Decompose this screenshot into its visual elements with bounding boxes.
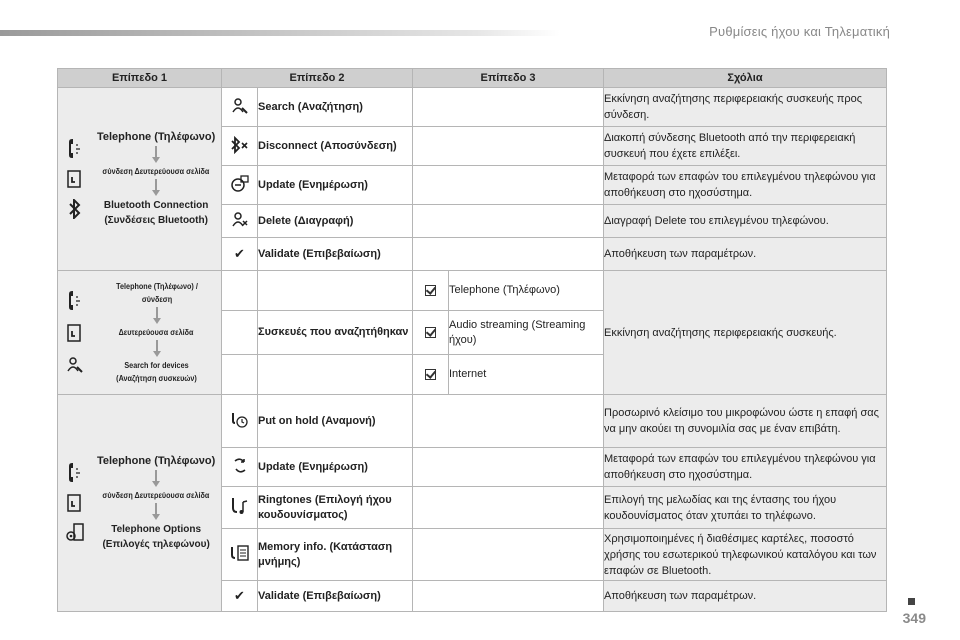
flow-arrow [153,340,161,358]
delete-icon [222,205,258,238]
comment: Διακοπή σύνδεσης Bluetooth από την περιφερειακή συσκευή που έχετε επιλέξει. [604,127,887,166]
comment: Μεταφορά των επαφών του επιλεγμένου τηλεφώνου για αποθήκευση στο ηχοσύστημα. [604,166,887,205]
section3-title: Telephone (Τηλέφωνο) [96,455,216,467]
comment: Μεταφορά των επαφών του επιλεγμένου τηλεφώνου για αποθήκευση στο ηχοσύστημα. [604,448,887,487]
level2-label: Ringtones (Επιλογή ήχου κουδουνίσματος) [258,487,413,529]
empty-icon-cell [222,355,258,395]
level3-empty [413,395,604,448]
bluetooth-icon [68,199,82,219]
section2-mid: Δευτερεύουσα σελίδα [119,327,194,337]
level3-label: Internet [449,355,604,395]
page-marker [908,598,915,605]
comment: Εκκίνηση αναζήτησης περιφερειακής συσκευής προς σύνδεση. [604,88,887,127]
phone-settings-icon [65,523,85,543]
person-search-icon [66,356,84,374]
ringtone-icon [222,487,258,529]
level3-empty [413,581,604,612]
section2-bottom: Search for devices (Αναζήτηση συσκευών) [116,360,197,383]
section3-mid: σύνδεση Δευτερεύουσα σελίδα [102,490,210,500]
level3-label: Telephone (Τηλέφωνο) [449,271,604,311]
col-level1: Επίπεδο 1 [58,69,222,88]
flow-arrow [152,179,160,197]
level2-label: Disconnect (Αποσύνδεση) [258,127,413,166]
check-icon: ✔ [222,581,258,612]
flow-arrow [152,503,160,521]
level3-empty [413,238,604,271]
section1-bottom: Bluetooth Connection (Συνδέσεις Bluetooth) [103,200,209,226]
col-comments: Σχόλια [604,69,887,88]
update-icon [222,166,258,205]
level2-empty [258,355,413,395]
person-search-icon [222,88,258,127]
phone-screen-icon [66,170,84,188]
check-icon: ✔ [222,238,258,271]
level3-empty [413,166,604,205]
comment: Διαγραφή Delete του επιλεγμένου τηλεφώνου. [604,205,887,238]
level2-label: Search (Αναζήτηση) [258,88,413,127]
flow-arrow [152,146,160,164]
level2-label: Delete (Διαγραφή) [258,205,413,238]
comment: Προσωρινό κλείσιμο του μικροφώνου ώστε η επαφή σας να μην ακούει τη συνομιλία σας με έναν επιβάτη. [604,395,887,448]
phone-icon [66,291,84,311]
phone-screen-icon [66,324,84,342]
level2-label: Validate (Επιβεβαίωση) [258,581,413,612]
level2-label: Put on hold (Αναμονή) [258,395,413,448]
table-row [58,88,887,127]
table-header-row [58,69,887,88]
phone-screen-icon [66,494,84,512]
flow-arrow [152,470,160,488]
level3-empty [413,448,604,487]
empty-icon-cell [222,311,258,355]
section1-mid: σύνδεση Δευτερεύουσα σελίδα [102,166,210,176]
level2-label: Συσκευές που αναζητήθηκαν [258,311,413,355]
page-header-title: Ρυθμίσεις ήχου και Τηλεματική [709,24,890,39]
refresh-icon [222,448,258,487]
comment: Αποθήκευση των παραμέτρων. [604,581,887,612]
checkbox-icon [413,355,449,395]
comment: Επιλογή της μελωδίας και της έντασης του ήχου κουδουνίσματος όταν χτυπάει το τηλέφωνο. [604,487,887,529]
page-number: 349 [902,610,926,626]
section1-level1 [58,88,222,271]
level3-empty [413,529,604,581]
section1-title: Telephone (Τηλέφωνο) [96,131,216,143]
col-level3: Επίπεδο 3 [413,69,604,88]
level3-empty [413,487,604,529]
checkbox-icon [413,311,449,355]
comment: Χρησιμοποιημένες ή διαθέσιμες καρτέλες, ποσοστό χρήσης του εσωτερικού τηλεφωνικού καταλόγου και των επαφών σε Bluetooth. [604,529,887,581]
level2-label: Memory info. (Κατάσταση μνήμης) [258,529,413,581]
comment: Εκκίνηση αναζήτησης περιφερειακής συσκευής. [604,271,887,395]
phone-icon [66,139,84,159]
flow-arrow [153,307,161,325]
level3-empty [413,127,604,166]
checkbox-icon [413,271,449,311]
level3-label: Audio streaming (Streaming ήχου) [449,311,604,355]
empty-icon-cell [222,271,258,311]
table-row [58,395,887,448]
comment: Αποθήκευση των παραμέτρων. [604,238,887,271]
level2-label: Update (Ενημέρωση) [258,448,413,487]
hold-icon [222,395,258,448]
level2-empty [258,271,413,311]
phone-icon [66,463,84,483]
menu-table [57,68,887,612]
col-level2: Επίπεδο 2 [222,69,413,88]
section2-level1 [58,271,222,395]
table-row [58,271,887,311]
bluetooth-disconnect-icon [222,127,258,166]
level2-label: Validate (Επιβεβαίωση) [258,238,413,271]
level3-empty [413,88,604,127]
header-bar [0,30,560,36]
memory-icon [222,529,258,581]
level2-label: Update (Ενημέρωση) [258,166,413,205]
section2-title: Telephone (Τηλέφωνο) / σύνδεση [115,281,198,304]
level3-empty [413,205,604,238]
section3-bottom: Telephone Options (Επιλογές τηλεφώνου) [102,524,210,550]
section3-level1 [58,395,222,612]
